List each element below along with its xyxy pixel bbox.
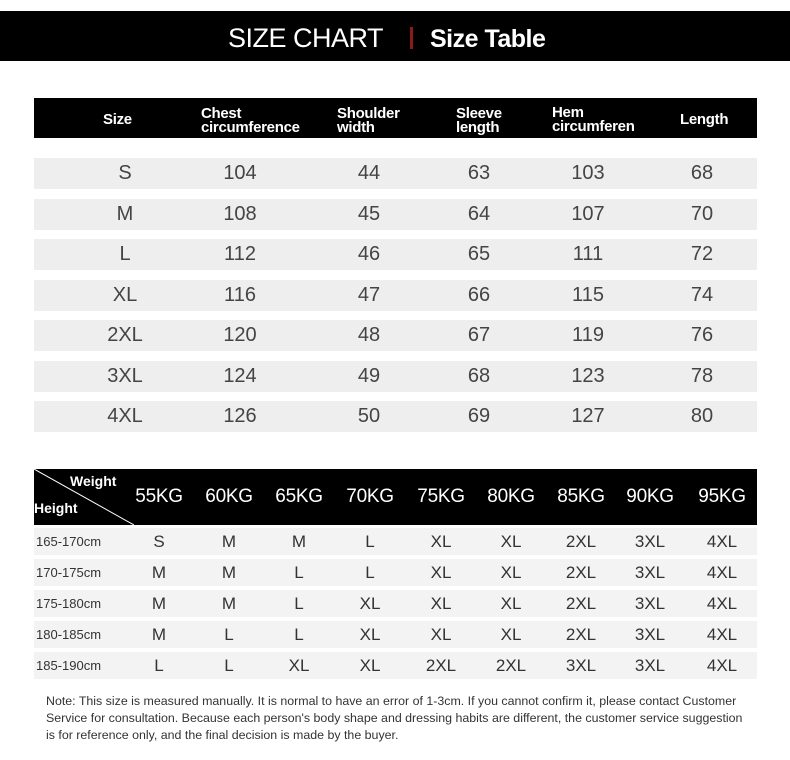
table-cell: 2XL	[107, 324, 143, 346]
page-title: SIZE CHART	[228, 23, 384, 53]
table-cell: 4XL	[107, 405, 143, 427]
size-cell: 2XL	[565, 625, 597, 644]
title-divider	[410, 27, 413, 49]
header-line: Length	[680, 111, 729, 128]
size-cell: S	[153, 532, 165, 551]
size-cell: L	[365, 532, 375, 551]
table-cell: 69	[467, 405, 491, 427]
table-row	[34, 239, 757, 270]
size-cell: L	[224, 625, 234, 644]
table-cell: 50	[357, 405, 381, 427]
size-cell: M	[291, 532, 307, 551]
table-cell: 68	[690, 162, 714, 184]
header-line: Size	[103, 111, 132, 128]
size-cell: 3XL	[634, 625, 666, 644]
header-line: Sleeve	[456, 105, 502, 122]
weight-column-header: 70KG	[346, 486, 394, 507]
weight-column-header: 90KG	[626, 486, 674, 507]
size-cell: XL	[500, 594, 522, 613]
size-cell: M	[221, 563, 237, 582]
size-cell: M	[151, 563, 167, 582]
size-cell: 4XL	[706, 594, 738, 613]
table-cell: 111	[572, 243, 604, 265]
size-cell: XL	[359, 656, 381, 675]
size-table-column-header	[456, 107, 502, 135]
weight-axis-label: Weight	[70, 473, 117, 489]
size-table-header	[34, 98, 757, 138]
size-cell: M	[151, 594, 167, 613]
table-cell: 47	[357, 284, 381, 306]
table-cell: 76	[690, 324, 714, 346]
size-cell: 3XL	[565, 656, 597, 675]
table-cell: 127	[571, 405, 605, 427]
weight-column-header: 75KG	[417, 486, 465, 507]
table-row	[34, 199, 757, 230]
size-cell: L	[294, 594, 304, 613]
size-cell: XL	[500, 563, 522, 582]
table-cell: 112	[224, 243, 256, 265]
table-cell: L	[119, 243, 131, 265]
size-cell: 2XL	[425, 656, 457, 675]
size-table-column-header	[552, 106, 635, 134]
table-cell: 80	[690, 405, 714, 427]
weight-column-header: 95KG	[698, 486, 746, 507]
header-line: Hem	[552, 104, 584, 121]
header-line: Chest	[201, 105, 242, 122]
page-subtitle: Size Table	[430, 25, 546, 53]
table-row	[34, 401, 757, 432]
size-cell: 4XL	[706, 532, 738, 551]
height-range-cell: 180-185cm	[36, 627, 102, 642]
table-cell: 68	[467, 365, 491, 387]
table-cell: 46	[357, 243, 381, 265]
height-range-cell: 185-190cm	[36, 658, 102, 673]
size-cell: XL	[500, 532, 522, 551]
table-cell: 44	[357, 162, 381, 184]
table-cell: 63	[467, 162, 491, 184]
height-range-cell: 175-180cm	[36, 596, 102, 611]
size-table-column-header	[103, 113, 132, 127]
table-cell: 45	[357, 203, 381, 225]
table-cell: 70	[690, 203, 714, 225]
table-row	[34, 590, 757, 617]
table-cell: 124	[223, 365, 257, 387]
size-cell: L	[294, 625, 304, 644]
height-axis-label: Height	[34, 500, 78, 516]
table-cell: 120	[223, 324, 257, 346]
weight-column-header: 60KG	[205, 486, 253, 507]
size-cell: L	[365, 563, 375, 582]
table-cell: 115	[572, 284, 604, 306]
header-line: circumferen	[552, 118, 635, 135]
table-cell: 78	[690, 365, 714, 387]
table-row	[34, 320, 757, 351]
table-cell: 74	[690, 284, 714, 306]
table-row	[34, 361, 757, 392]
table-cell: 126	[223, 405, 257, 427]
size-cell: L	[224, 656, 234, 675]
table-cell: 116	[224, 284, 256, 306]
header-line: Shoulder	[337, 105, 400, 122]
table-cell: 72	[690, 243, 714, 265]
weight-table-header	[34, 469, 757, 525]
header-line: length	[456, 119, 500, 136]
size-cell: XL	[359, 594, 381, 613]
size-cell: 3XL	[634, 532, 666, 551]
size-cell: M	[221, 532, 237, 551]
table-cell: 3XL	[107, 365, 143, 387]
table-row	[34, 528, 757, 555]
size-cell: XL	[430, 625, 452, 644]
table-cell: 49	[357, 365, 381, 387]
table-cell: 65	[467, 243, 491, 265]
table-cell: 123	[571, 365, 605, 387]
header-line: circumference	[201, 119, 300, 136]
size-cell: XL	[359, 625, 381, 644]
size-cell: 4XL	[706, 563, 738, 582]
weight-column-header: 85KG	[557, 486, 605, 507]
table-cell: M	[116, 203, 134, 225]
table-cell: 67	[467, 324, 491, 346]
table-cell: 103	[571, 162, 605, 184]
table-cell: 108	[223, 203, 257, 225]
size-table-column-header	[337, 107, 400, 135]
table-cell: S	[118, 162, 132, 184]
size-cell: XL	[288, 656, 310, 675]
size-cell: 3XL	[634, 656, 666, 675]
size-cell: L	[154, 656, 164, 675]
table-row	[34, 158, 757, 189]
weight-column-header: 65KG	[275, 486, 323, 507]
height-range-cell: 170-175cm	[36, 565, 102, 580]
header-banner	[0, 11, 790, 61]
size-cell: 2XL	[565, 563, 597, 582]
size-cell: 2XL	[565, 532, 597, 551]
size-cell: XL	[430, 563, 452, 582]
table-row	[34, 559, 757, 586]
size-cell: 3XL	[634, 563, 666, 582]
size-cell: XL	[500, 625, 522, 644]
size-cell: 3XL	[634, 594, 666, 613]
size-cell: XL	[430, 532, 452, 551]
table-cell: 104	[223, 162, 257, 184]
size-cell: 4XL	[706, 625, 738, 644]
measurement-note: Note: This size is measured manually. It is normal to have an error of 1-3cm. If you cannot confirm it, please contact Customer Service for consultation. Because each person's body shape and dressing habits are different, the customer service suggestion is for reference only, and the final decision is made by the buyer.	[46, 694, 743, 742]
size-cell: L	[294, 563, 304, 582]
size-cell: 4XL	[706, 656, 738, 675]
table-cell: 107	[571, 203, 605, 225]
size-cell: 2XL	[495, 656, 527, 675]
table-cell: 64	[467, 203, 491, 225]
table-cell: 66	[467, 284, 491, 306]
header-line: width	[337, 119, 375, 136]
table-cell: 48	[357, 324, 381, 346]
table-row	[34, 621, 757, 648]
weight-column-header: 55KG	[135, 486, 183, 507]
table-cell: XL	[112, 284, 138, 306]
weight-column-header: 80KG	[487, 486, 535, 507]
table-cell: 119	[572, 324, 604, 346]
size-cell: M	[221, 594, 237, 613]
size-table-column-header	[680, 113, 728, 127]
height-range-cell: 165-170cm	[36, 534, 102, 549]
table-row	[34, 280, 757, 311]
size-table-column-header	[201, 107, 300, 135]
table-row	[34, 652, 757, 679]
size-cell: M	[151, 625, 167, 644]
size-cell: XL	[430, 594, 452, 613]
size-cell: 2XL	[565, 594, 597, 613]
